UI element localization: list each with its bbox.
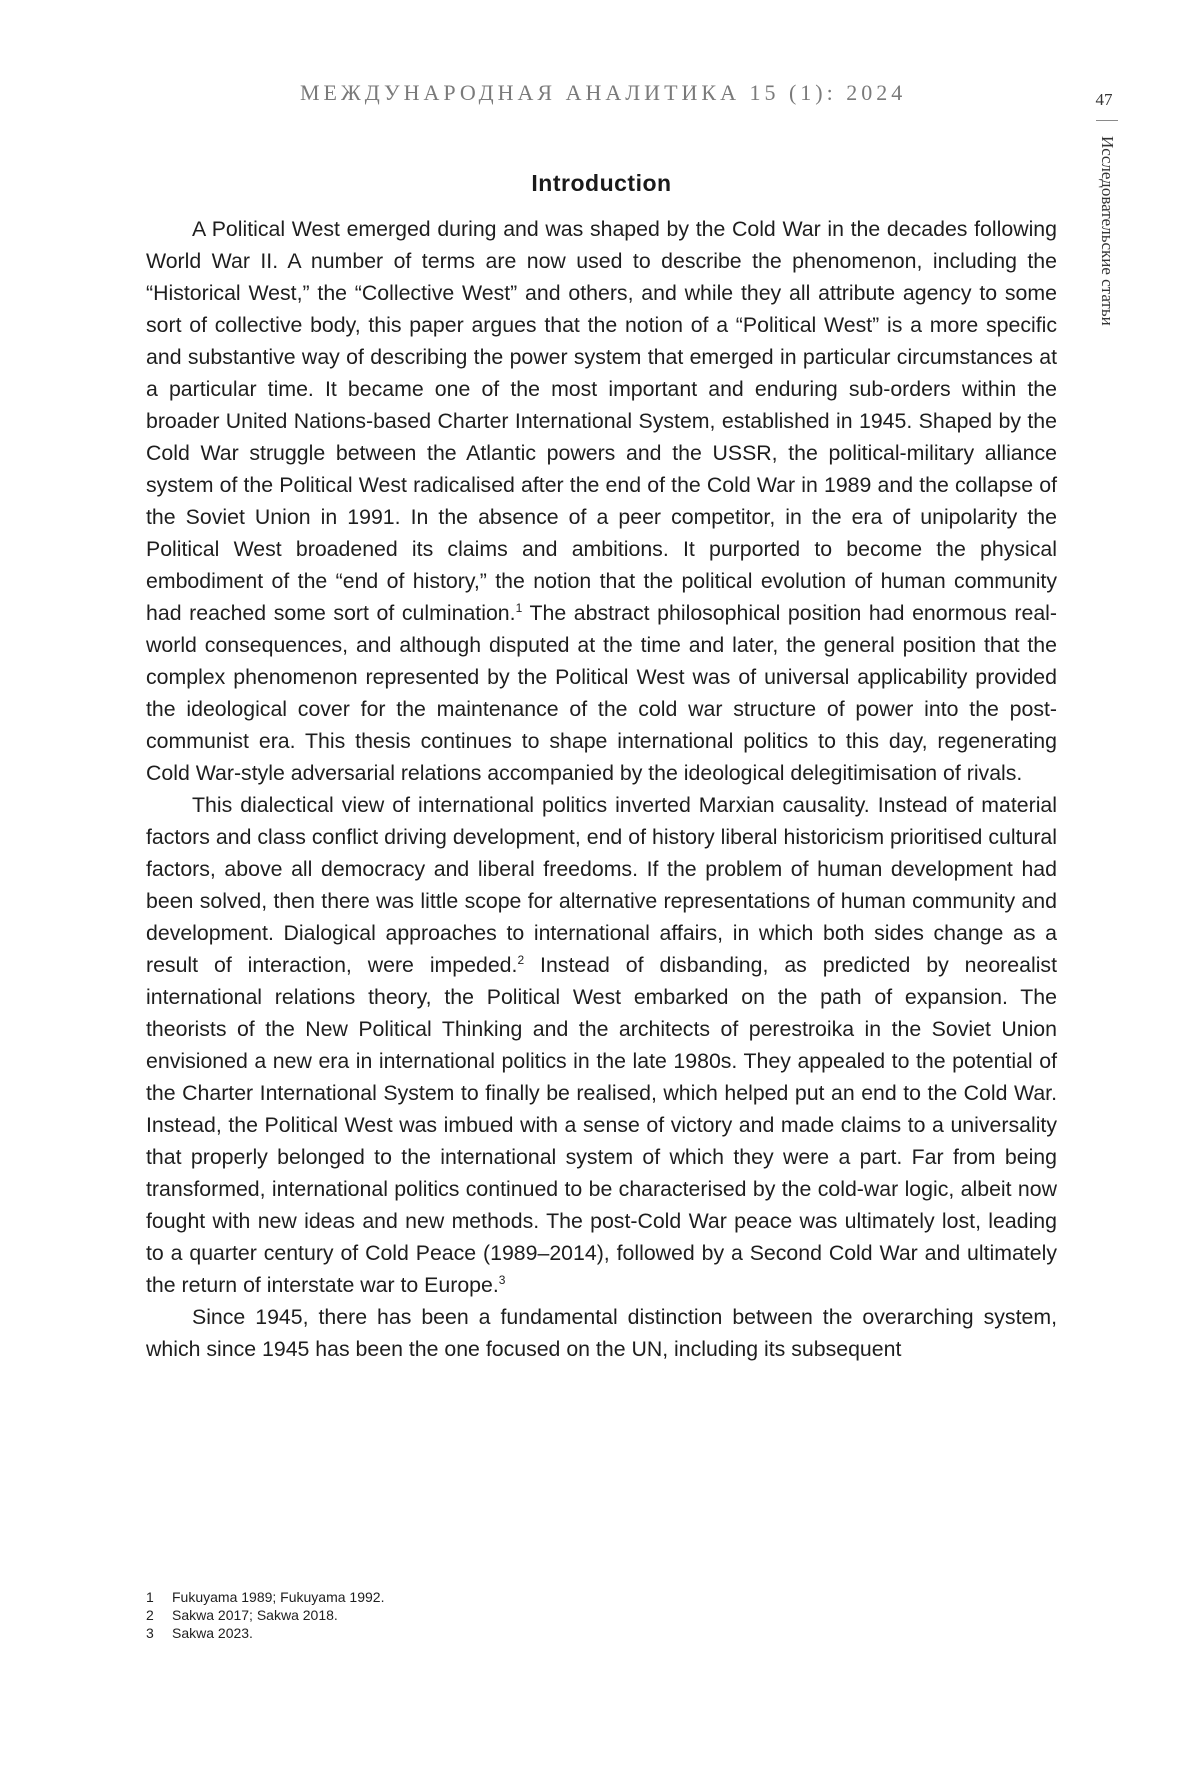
footnote-text: Sakwa 2023. xyxy=(172,1625,253,1641)
footnotes xyxy=(146,1588,1046,1642)
paragraph-1-text-b: The abstract philosophical position had enormous real-world consequences, and although disputed at the time and later, the general position that the complex phenomenon represented by the Political West was of universal applicability provided the ideological cover for the maintenance of the cold war structure of power into the post-communist era. This thesis continues to shape international politics to this day, regenerating Cold War-style adversarial relations accompanied by the ideological delegitimisation of rivals. xyxy=(146,601,1058,785)
running-head: МЕЖДУНАРОДНАЯ АНАЛИТИКА 15 (1): 2024 xyxy=(300,80,907,105)
footnote-text: Sakwa 2017; Sakwa 2018. xyxy=(172,1607,338,1623)
paragraph-2-text-b: Instead of disbanding, as predicted by neorealist international relations theory, the Political West embarked on the path of expansion. The theorists of the New Political Thinking and the architects of perestroika in the Soviet Union envisioned a new era in international politics in the late 1980s. They appealed to the potential of the Charter International System to finally be realised, which helped put an end to the Cold War. Instead, the Political West was imbued with a sense of victory and made claims to a universality that properly belonged to the international system of which they were a part. Far from being transformed, international politics continued to be characterised by the cold-war logic, albeit now fought with new ideas and new methods. The post-Cold War peace was ultimately lost, leading to a quarter century of Cold Peace (1989–2014), followed by a Second Cold War and ultimately the return of interstate war to Europe. xyxy=(146,953,1057,1297)
paragraph-2 xyxy=(146,789,1057,1301)
footnote-1 xyxy=(146,1588,1046,1606)
side-rule xyxy=(1096,120,1118,121)
article-body xyxy=(146,170,1057,1365)
footnote-text: Fukuyama 1989; Fukuyama 1992. xyxy=(172,1589,385,1605)
footnote-number: 3 xyxy=(146,1625,154,1641)
page-number: 47 xyxy=(1095,90,1113,109)
section-heading: Introduction xyxy=(531,170,672,196)
footnote-ref-3: 3 xyxy=(498,1272,506,1287)
section-tab: Исследовательские статьи xyxy=(1098,136,1117,326)
footnote-ref-2: 2 xyxy=(517,952,525,967)
paragraph-3 xyxy=(146,1301,1057,1365)
footnote-number: 2 xyxy=(146,1607,154,1623)
paragraph-1-text-a: A Political West emerged during and was shaped by the Cold War in the decades following World War II. A number of terms are now used to describe the phenomenon, including the “Historical West,” the “Collective West” and others, and while they all attribute agency to some sort of collective body, this paper argues that the notion of a “Political West” is a more specific and substantive way of describing the power system that emerged in particular circumstances at a particular time. It became one of the most important and enduring sub-orders within the broader United Nations-based Charter International System, established in 1945. Shaped by the Cold War struggle between the Atlantic powers and the USSR, the political-military alliance system of the Political West radicalised after the end of the Cold War in 1989 and the collapse of the Soviet Union in 1991. In the absence of a peer competitor, in the era of unipolarity the Political West broadened its claims and ambitions. It purported to become the physical embodiment of the “end of history,” the notion that the political evolution of human community had reached some sort of culmination. xyxy=(146,217,1057,625)
footnote-ref-1: 1 xyxy=(515,600,523,615)
paragraph-3-text: Since 1945, there has been a fundamental distinction between the overarching system, which since 1945 has been the one focused on the UN, including its subsequent xyxy=(146,1305,1057,1361)
paragraph-2-text-a: This dialectical view of international politics inverted Marxian causality. Instead of material factors and class conflict driving development, end of history liberal historicism prioritised cultural factors, above all democracy and liberal freedoms. If the problem of human development had been solved, then there was little scope for alternative representations of human community and development. Dialogical approaches to international affairs, in which both sides change as a result of interaction, were impeded. xyxy=(146,793,1057,977)
paragraph-1 xyxy=(146,213,1057,789)
footnote-number: 1 xyxy=(146,1589,154,1605)
footnote-3 xyxy=(146,1624,1046,1642)
footnote-2 xyxy=(146,1606,1046,1624)
